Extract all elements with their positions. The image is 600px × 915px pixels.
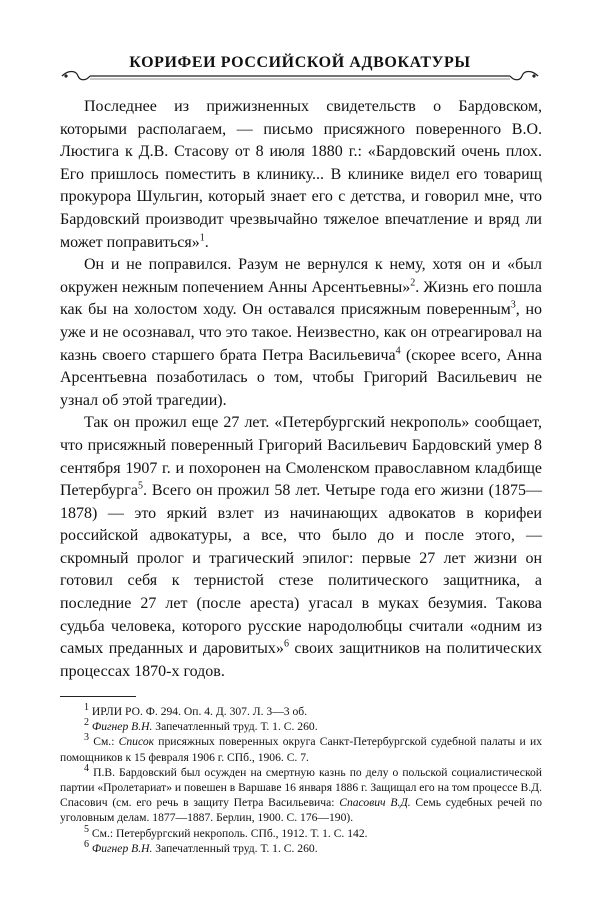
paragraph-2 xyxy=(60,254,542,412)
footnote-text: ИРЛИ РО. Ф. 294. Оп. 4. Д. 307. Л. 3—3 об. xyxy=(91,705,308,718)
footnote-2 xyxy=(60,719,542,734)
footnote-ref-4: 4 xyxy=(395,345,401,357)
paragraph-3 xyxy=(60,412,542,683)
footnote-text: присяжных поверенных округа Санкт-Петербургской судебной палаты и их помощников к 15 февраля 1906 г. СПб., 1906. С. 7. xyxy=(60,735,542,764)
main-text xyxy=(60,96,542,683)
footnote-number: 4 xyxy=(84,762,89,774)
footnotes xyxy=(60,704,542,856)
footnote-ref-2: 2 xyxy=(410,277,416,289)
text-run: Так он прожил еще 27 лет. «Петербургский некрополь» сообщает, что присяжный поверенный Григорий Васильевич Бардовский умер 8 сентября 1907 г. и похоронен на Смоленском православном кладбище Петербурга xyxy=(60,414,542,500)
text-run: своих защитников на политических процессах 1870-х годов. xyxy=(60,640,542,680)
text-run: . xyxy=(204,233,209,251)
footnote-ref-5: 5 xyxy=(137,480,143,492)
footnote-text: Семь судебных речей по уголовным делам. 1877—1887. Берлин, 1900. С. 176—190). xyxy=(60,796,542,825)
footnote-text: Запечатленный труд. Т. 1. С. 260. xyxy=(152,720,318,734)
footnote-author: Спасович В.Д. xyxy=(339,796,411,810)
footnote-1 xyxy=(60,704,542,719)
text-run: . Всего он прожил 58 лет. Четыре года его жизни (1875—1878) — это яркий взлет из начинающих адвокатов в корифеи российской адвокатуры, а все, что было до и после этого, — скромный пролог и трагический эпилог: первые 27 лет жизни он готовил себя к тернистой стезе политического защитника, а последние 27 лет (после ареста) угасал в муках безумия. Такова судьба человека, которого русские народолюбцы считали «одним из самых преданных и даровитых» xyxy=(60,482,542,658)
footnote-number: 3 xyxy=(84,732,89,744)
footnote-text: См.: xyxy=(93,735,119,749)
header-ornament xyxy=(60,70,540,82)
footnote-divider xyxy=(60,696,136,697)
footnote-ref-1: 1 xyxy=(199,232,205,244)
footnote-author: Фигнер В.Н. xyxy=(91,841,153,855)
footnote-5 xyxy=(60,823,542,841)
text-run: (скорее всего, Анна Арсентьевна позаботилась о том, чтобы Григорий Васильевич не узнал об этой трагедии). xyxy=(60,346,542,409)
footnote-text: П.В. Бардовский был осужден на смертную казнь по делу о польской социалистической партии «Пролетариат» и повешен в Варшаве 16 января 1886 г. Защищал его на том процессе В.Д. Спасович (см. его речь в защиту Петра Васильевича: xyxy=(60,765,542,810)
footnote-3 xyxy=(60,734,542,764)
text-run: Он и не поправился. Разум не вернулся к нему, хотя он и «был окружен нежным попечением Анны Арсентьевны» xyxy=(60,256,542,296)
footnote-4 xyxy=(60,762,542,826)
footnote-number: 6 xyxy=(84,838,89,850)
text-run: , но уже и не осознавал, что это такое. Неизвестно, как он отреагировал на казнь своего старшего брата Петра Васильевича xyxy=(60,301,543,364)
footnote-author: Фигнер В.Н. xyxy=(91,720,153,734)
footnote-number: 5 xyxy=(84,823,89,835)
text-run: . Жизнь его пошла как бы на холостом ходу. Он оставался присяжным поверенным xyxy=(60,278,543,319)
paragraph-1 xyxy=(60,96,542,254)
footnote-number: 1 xyxy=(84,702,89,714)
footnote-6 xyxy=(60,838,542,856)
running-header: КОРИФЕИ РОССИЙСКОЙ АДВОКАТУРЫ xyxy=(129,54,471,71)
footnote-text: См.: Петербургский некрополь. СПб., 1912. Т. 1. С. 142. xyxy=(91,826,368,840)
footnote-ref-6: 6 xyxy=(283,638,289,650)
footnote-number: 2 xyxy=(84,717,89,729)
footnote-text: Запечатленный труд. Т. 1. С. 260. xyxy=(152,841,318,855)
text-run: Последнее из прижизненных свидетельств о Бардовском, которыми располагаем, — письмо присяжного поверенного В.О. Люстига к Д.В. Стасову от 8 июля 1880 г.: «Бардовский очень плох. Его пришлось поместить в клинику... В клинике видел его товарищ прокурора Шульгин, который знает его с детства, и говорил мне, что Бардовский производит чрезвычайно тяжелое впечатление и вряд ли может поправиться» xyxy=(60,98,542,251)
footnote-title: Список xyxy=(118,735,155,749)
footnote-ref-3: 3 xyxy=(510,300,516,312)
